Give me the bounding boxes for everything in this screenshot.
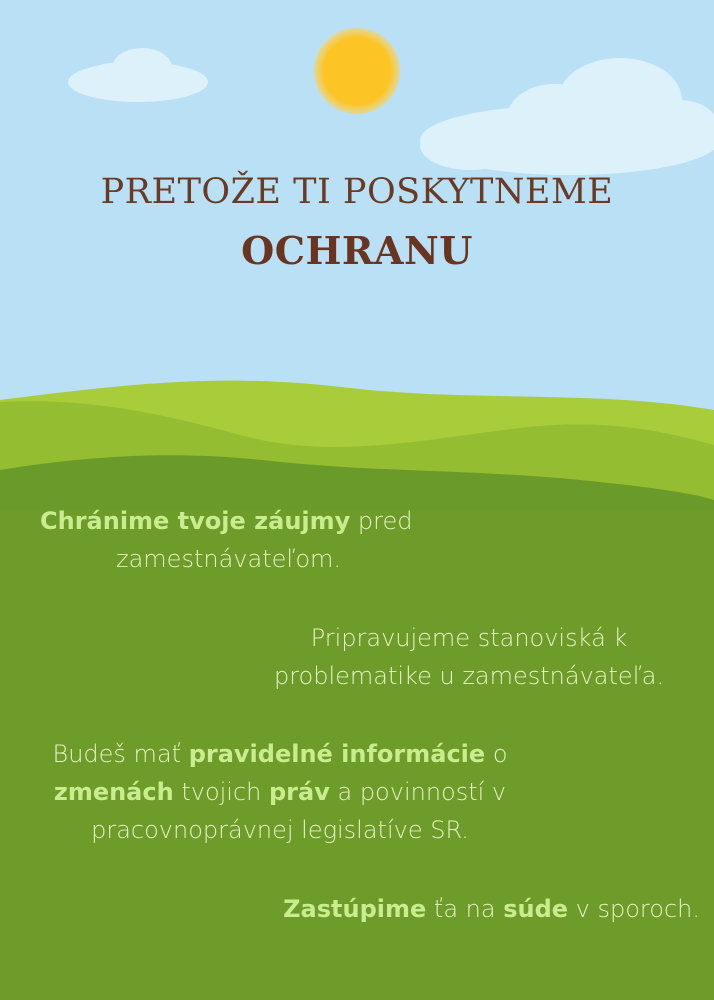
paragraph-information [20, 735, 540, 849]
paragraph-protect-interests [40, 502, 480, 578]
paragraph-statements [234, 619, 704, 695]
paragraph-text: zamestnávateľom. [116, 545, 342, 573]
headline-line2: OCHRANU [241, 228, 473, 273]
paragraph-text: Pripravujeme stanoviská k [310, 624, 628, 652]
paragraph-bold: Chránime tvoje záujmy [40, 507, 351, 535]
paragraph-text: Budeš mať [52, 740, 189, 768]
headline-line1: PRETOŽE TI POSKYTNEME [100, 172, 614, 212]
paragraph-bold: práv [269, 778, 330, 806]
paragraph-bold: zmenách [53, 778, 174, 806]
paragraph-bold: súde [503, 895, 569, 923]
paragraph-text: ťa na [426, 895, 504, 923]
paragraph-text: tvojich [173, 778, 269, 806]
paragraph-text: problematike u zamestnávateľa. [273, 662, 665, 690]
paragraph-text: pred [350, 507, 413, 535]
paragraph-bold: pravidelné informácie [188, 740, 486, 768]
sun-icon [314, 28, 400, 114]
paragraph-text: v sporoch. [568, 895, 700, 923]
paragraph-bold: Zastúpime [283, 895, 427, 923]
paragraph-text: o [485, 740, 508, 768]
paragraph-court [200, 890, 700, 928]
paragraph-text: pracovnoprávnej legislatíve SR. [91, 816, 469, 844]
paragraph-text: a povinností v [329, 778, 507, 806]
